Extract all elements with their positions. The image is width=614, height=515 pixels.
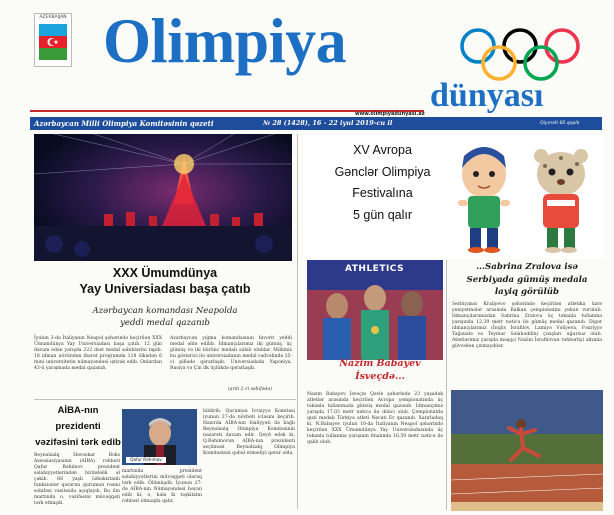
masthead-subtitle: dünyası [430, 77, 544, 114]
divider [446, 260, 447, 510]
masthead-title: Olimpiya [103, 6, 347, 76]
photo-banner-text: ATHLETICS [345, 264, 405, 274]
universiade-column-2: Azərbaycan yığma komandasının favorit yeddi medal əldə edilib. İdmançılarımız iki gümüş, üç gümüş və iki bürünc medalı sahib olublar. Millimiz bu göstərici ilə universiadanın medal cədvəlində 35-ci pillədə qərarlaşıb. Universiadada Yaponiya, Rusiya və Çin ilk üçlükdə qərarlaşıb. [170, 336, 292, 371]
universiade-ceremony-photo [34, 134, 292, 261]
aiba-column-2b: martında prezident səlahiyyətlərini müvəqqəti olaraq tərk edib. Ölümüşdü. İyunun 27-də AİBA-nın Nümayəndəsi bəyan edib ki, o, hələ ki təşkilatın rəhbəri olmaqda qalır. [122, 469, 202, 504]
divider [297, 134, 298, 509]
festival-mascot-leopard-icon [521, 144, 599, 256]
universiade-headline: XXX Ümumdünya Yay Universiadası başa çatıb [79, 266, 251, 296]
aiba-column-2: bildirib. Qurumun İcraiyyə Komitəsi iyunun 27-də növbəti iclasını keçirib. Hazırda AİBA-nın fəaliyyəti ilə bağlı Beynəlxalq Olimpiya Komitəsinin nəzarəti davam edir. Qeyd edək ki, Q.Rəhimovun AİBA-nın prezidenti seçilməsi Beynəlxalq Olimpiya Komitəsinin qəbul etmədiyi qərar oldu. [203, 409, 295, 456]
babayev-podium-photo [307, 260, 443, 360]
babayev-text: Nazim Babayev İsveçin Qəvle şəhərində 23 yaşadək atletlər arasında keçirilən Avropa çempionatında üç təkanla tullanmada gümüş medal qazanıb. İdmançımız yarışda 17.03 metr nəticə ilə ikinci olub. Çempionatda qızıl medalı Türkiyə atleti Necati Er qazanıb. Xatırladaq ki, N.Babayev iyulun 10-da İtaliyanın Neapol şəhərində keçirilən XXX Ümumdünya Yay Universiadasında üç təkanla tullanma yarışının finalında 16,59 metr nəticə ilə qalib olub. [307, 392, 443, 445]
zralova-jump-photo [451, 390, 603, 511]
continued-note: (ardı 2-ci səhifədə) [228, 387, 272, 392]
festival-headline: XV Avropa Gənclər Olimpiya Festivalına 5 gün qalır [334, 143, 431, 222]
divider [34, 399, 296, 400]
rahimov-photo [122, 409, 197, 465]
festival-box [303, 134, 603, 259]
babayev-caption: Nazim Babayev İsveçdə... [339, 358, 421, 382]
price: Qiyməti 60 qəpik [540, 121, 580, 126]
flag-label: AZERBAIJAN [39, 15, 67, 20]
issue-info: № 28 (1428), 16 - 22 iyul 2019-cu il [263, 119, 393, 127]
aiba-text: Beynəlxalq Həvəskar Boks Assosiasiyasının (AİBA) rəhbəri Qafur Rəhimov prezident səlahiyyətlərindən birdəfəlik əl çəkib. 68 yaşlı özbəkistanlı funksioner qərarını qurumun rəsmi səhifəsi vasitəsilə açıqlayıb. Bu ilin martında o, vəzifəsini müvəqqəti tərk etmişdi. [34, 453, 120, 506]
tagline: Azərbaycan Milli Olimpiya Komitəsinin qəzeti [34, 119, 214, 128]
universiade-subheadline: Azərbaycan komandası Neapolda yeddi medal qazanıb [92, 306, 238, 328]
olympic-rings-icon [455, 26, 587, 84]
azerbaijan-flag [34, 13, 72, 67]
zralova-text: Serbiyanın Kraliyevo şəhərində keçirilən atletika üzrə yeniyetmələr arasında Balkan çempionatını yekun vurulub. İdmançılarımızdan Sabrina Zralova üç təkanla tullanma yarışında 12,39 metr nəticə ilə gümüş medal qazanıb. Digər idmançılarımız (İnqlis İsrafilov, Lamiyə Vəliyeva, Fəxriyyə Tağızadə və Teymur Səlahəddin) çıxışları uğursuz olub. Atletlərimiz yarışda məşqçi Nazim İsrafilovun rəhbərliyi altında güvvədən çıxmayıblar. [452, 302, 602, 349]
crescent-star-icon [46, 36, 60, 48]
aiba-headline: AİBA-nın prezidenti vəzifəsini tərk edib [35, 405, 121, 448]
rahimov-caption: Qafur Rəhimov [126, 457, 166, 463]
website-url: www.olimpiyadunyasi.az [355, 111, 425, 117]
festival-mascot-boy-icon [448, 144, 520, 254]
universiade-column-1: İyulun 3-də İtaliyanın Neapol şəhərində keçirilən XXX Ümumdünya Yay Universiadası başa çatıb. 12 gün davam edən yarışda 222 dəst medal sahiblərini tapıb. 18 idman növündən ibarət proqramda 118 ölkədən 6 mini universitetin nümayəndəsi iştirak edib. Onlardan 43-ü yarışmada medal qazanıb. [34, 336, 162, 371]
masthead [0, 0, 614, 141]
zralova-headline: ...Sabrina Zralova isə Serbiyada gümüş medala layiq görülüb [466, 262, 588, 297]
